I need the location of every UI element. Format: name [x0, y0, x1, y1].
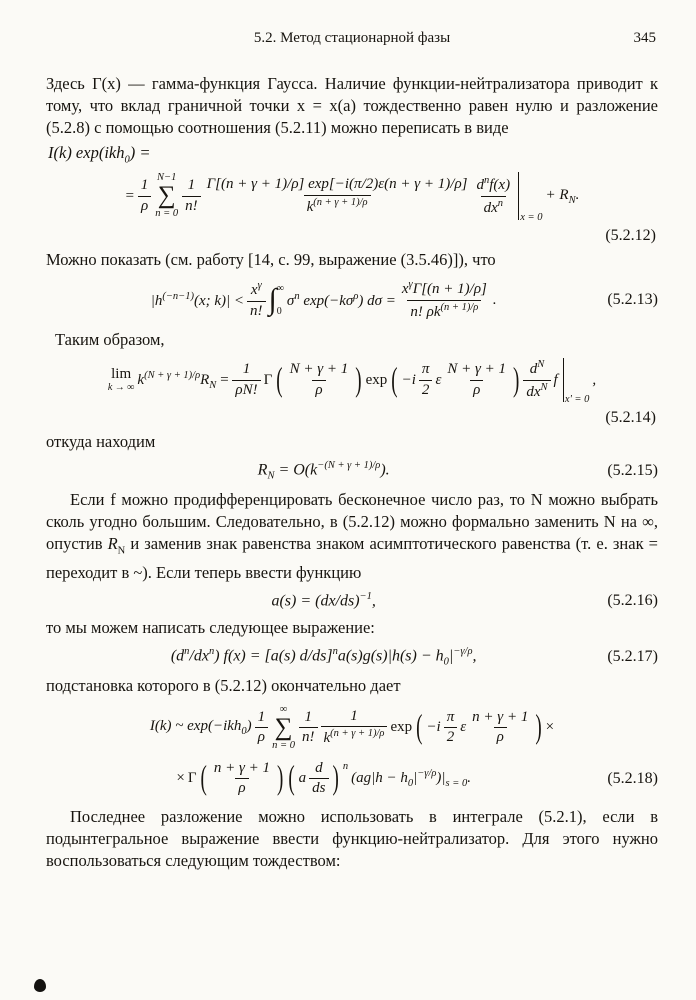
subscript: N: [117, 544, 126, 556]
eq16-body: [46, 591, 601, 610]
equation-5-2-14: [46, 358, 658, 427]
eq12-lead-line: [48, 143, 658, 165]
limit-operator: [108, 367, 135, 393]
denominator: 2: [419, 380, 433, 401]
math-text: n! ρk: [410, 303, 441, 320]
sum-upper-limit: ∞: [279, 703, 288, 715]
numerator: [527, 358, 548, 380]
eq15-body: [46, 460, 601, 482]
superscript: n: [342, 761, 349, 773]
math-text: exp(−kσ: [299, 292, 354, 309]
eq17-body: [46, 646, 601, 668]
sum-sign: ∑: [157, 182, 176, 210]
equation-number: (5.2.17): [607, 648, 658, 666]
paragraph: откуда находим: [46, 432, 156, 452]
denominator: ρ: [312, 380, 325, 401]
math-text: a(s)g(s)|h(s) − h: [337, 647, 444, 665]
superscript: γ: [408, 279, 413, 291]
fraction: [255, 708, 269, 748]
math-text: dx: [526, 383, 541, 400]
numerator: N + γ + 1: [447, 361, 507, 378]
denominator: 2: [444, 727, 458, 748]
right-paren: ): [355, 361, 362, 400]
math-text: ) =: [129, 143, 151, 162]
math-text: ε: [460, 719, 467, 736]
math-text: /dx: [189, 647, 209, 665]
math-text: a: [298, 770, 307, 787]
math-text: f: [553, 371, 558, 388]
evaluation-subscript: x = 0: [520, 212, 543, 224]
fraction: [287, 360, 352, 400]
math-text: + R: [545, 186, 569, 203]
fraction: [419, 360, 433, 400]
math-text: −i: [401, 371, 416, 388]
fraction: [232, 360, 260, 400]
math-text: ,: [371, 592, 376, 610]
equation-5-2-13: [46, 278, 658, 322]
equation-5-2-12: [46, 143, 658, 245]
equation-5-2-18: [46, 704, 658, 799]
superscript: n: [208, 646, 215, 658]
left-paren: (: [276, 361, 283, 400]
math-text: x: [250, 282, 258, 299]
denominator: n!: [299, 727, 318, 748]
math-var: R: [107, 533, 118, 553]
superscript: (n + 1)/ρ: [440, 301, 479, 313]
math-text: ,: [472, 647, 477, 665]
denominator: ρ: [138, 196, 151, 217]
eq13-body: [46, 278, 601, 322]
math-text: .: [467, 770, 471, 787]
left-paren: (: [416, 708, 423, 747]
equation-number: (5.2.15): [607, 461, 658, 479]
math-text: [271, 591, 375, 610]
math-text: d: [529, 361, 538, 378]
superscript: −γ/ρ: [417, 768, 437, 780]
superscript: (n + γ + 1)/ρ: [330, 728, 385, 740]
subscript: N: [209, 379, 217, 391]
evaluation-subscript: s = 0: [445, 778, 468, 790]
integral-limits: [277, 283, 284, 317]
paragraph: Можно показать (см. работу [14, с. 99, выражение (3.5.46)]), что: [46, 250, 496, 270]
math-text: = O(k: [274, 461, 318, 479]
lim-word: lim: [111, 366, 132, 383]
math-text: −i: [426, 719, 441, 736]
subscript: 0: [241, 726, 247, 738]
equation-number: (5.2.16): [607, 591, 658, 609]
numerator: 1: [140, 177, 149, 194]
left-paren: (: [391, 361, 398, 400]
denominator: n!: [182, 196, 201, 217]
evaluation-bar: [518, 172, 543, 224]
math-text: I(k) exp(ikh: [48, 143, 125, 162]
exp-word: exp: [365, 371, 388, 388]
gamma-function: Γ: [263, 371, 273, 388]
denominator: ρ: [255, 727, 268, 748]
subscript: 0: [124, 154, 130, 166]
superscript: (−n−1): [162, 290, 194, 302]
equation-number: (5.2.14): [605, 409, 656, 427]
times-sign: ×: [545, 719, 555, 736]
subscript: 0: [407, 778, 414, 790]
fraction: [182, 176, 201, 216]
math-text: k: [137, 371, 145, 388]
math-text: [351, 768, 471, 789]
math-text: ) f(x) = [a(s) d/ds]: [214, 647, 333, 665]
summation: [272, 704, 295, 752]
math-text: ε: [435, 371, 442, 388]
math-text: dx: [483, 199, 498, 216]
denominator: n!: [247, 301, 266, 322]
superscript: n: [332, 646, 338, 658]
left-paren: (: [200, 759, 207, 798]
denominator: ds: [309, 778, 328, 799]
equation-5-2-16: [46, 591, 658, 610]
evaluation-bar: [563, 358, 590, 406]
fraction: [211, 759, 273, 799]
numerator: [248, 279, 265, 301]
numerator: 1: [242, 361, 251, 378]
subscript: N: [267, 470, 275, 482]
equation-number: (5.2.12): [605, 227, 656, 245]
right-paren: ): [332, 759, 339, 798]
math-text: I(k) ~ exp(−ikh: [149, 718, 242, 735]
equation-5-2-17: [46, 646, 658, 668]
right-paren: ): [277, 759, 284, 798]
eq12-body: [46, 172, 658, 224]
math-text: [150, 718, 252, 737]
numerator: π: [446, 708, 455, 725]
math-text: .: [492, 291, 497, 308]
math-text: [546, 187, 580, 206]
fraction: [399, 278, 490, 322]
paragraph: то мы можем написать следующее выражение:: [46, 618, 375, 638]
fraction: [321, 707, 388, 749]
denominator: ρ: [235, 778, 248, 799]
right-paren: ): [513, 361, 520, 400]
math-text: ) dσ =: [358, 292, 396, 309]
sum-sign: ∑: [274, 713, 293, 741]
denominator: ρ: [494, 727, 507, 748]
numerator: [474, 174, 514, 196]
paragraph: Таким образом,: [55, 330, 165, 350]
numerator: 1: [187, 177, 196, 194]
evaluation-subscript: x' = 0: [564, 394, 590, 406]
math-text: [151, 291, 244, 310]
summation: [155, 172, 178, 220]
math-text: k: [323, 730, 331, 747]
math-text: (ag|h − h: [351, 770, 408, 787]
math-text: |: [413, 770, 418, 787]
denominator: [304, 195, 371, 218]
math-text: d: [476, 177, 484, 194]
section-header: 5.2. Метод стационарной фазы: [253, 30, 451, 46]
math-text: x: [401, 281, 409, 298]
numerator: n + γ + 1: [213, 759, 271, 776]
math-text: R: [257, 461, 268, 479]
equals-sign: =: [219, 371, 230, 388]
integral-sign: ∫: [268, 283, 277, 317]
denominator: [321, 726, 388, 749]
math-text: [258, 460, 390, 482]
vertical-bar: [563, 358, 564, 402]
numerator: n + γ + 1: [472, 708, 529, 725]
equation-5-2-15: [46, 460, 658, 482]
left-paren: (: [288, 759, 295, 798]
subscript: 0: [443, 656, 449, 668]
numerator: Γ[(n + γ + 1)/ρ] exp[−i(π/2)ε(n + γ + 1)/ρ]: [206, 176, 468, 193]
superscript: ρ: [353, 290, 359, 302]
scan-artifact: [34, 979, 46, 992]
page-number: 345: [633, 30, 656, 46]
math-text: [287, 291, 396, 310]
math-text: ): [246, 718, 252, 735]
fraction: [247, 279, 266, 321]
sum-lower-limit: n = 0: [155, 208, 179, 220]
eq18-line2: [46, 759, 601, 799]
math-text: )|: [436, 770, 446, 787]
math-text: σ: [286, 292, 295, 309]
paragraph-text: Если f можно продифференцировать бесконечное число раз, то N можно выбрать сколь угодно большим. Следовательно, в (5.2.12) можно формально заменить N на ∞, опустив: [46, 489, 658, 553]
equals-sign: =: [124, 187, 135, 204]
numerator: 1: [304, 708, 312, 725]
superscript: γ: [257, 280, 262, 292]
superscript: N: [540, 381, 548, 393]
math-text: k: [306, 198, 314, 215]
superscript: n: [294, 290, 300, 302]
integral-lower-limit: 0: [276, 306, 282, 318]
superscript: (N + γ + 1)/ρ: [144, 369, 201, 381]
math-text: [171, 646, 477, 668]
math-text: ,: [592, 371, 597, 388]
fraction: [309, 759, 328, 799]
fraction: [474, 174, 514, 218]
sum-upper-limit: N−1: [157, 172, 177, 184]
subscript: N: [568, 194, 576, 206]
numerator: 1: [257, 708, 266, 725]
denominator: [481, 196, 506, 219]
math-text: (x; k)| <: [194, 292, 245, 309]
math-text: |: [448, 647, 454, 665]
integral-upper-limit: ∞: [276, 283, 284, 295]
math-text: f(x): [489, 177, 511, 194]
math-text: .: [575, 186, 580, 203]
denominator: ρN!: [232, 380, 260, 401]
equation-number: (5.2.18): [607, 769, 658, 787]
math-text: [137, 370, 216, 391]
fraction: [444, 360, 509, 400]
paragraph-text: и заменив знак равенства знаком асимптотического равенства (т. е. знак = переходит в ~). Если теперь ввести функцию: [46, 533, 658, 582]
paragraph: подстановка которого в (5.2.12) окончательно дает: [46, 675, 401, 695]
times-sign: ×: [176, 770, 185, 787]
gamma-function: Γ: [187, 770, 197, 787]
fraction: [469, 708, 531, 748]
superscript: n: [484, 175, 490, 187]
numerator: π: [421, 361, 430, 378]
numerator: N + γ + 1: [289, 361, 349, 378]
fraction: [204, 175, 471, 217]
fraction: [523, 358, 550, 402]
numerator: d: [315, 759, 323, 776]
fraction: [299, 708, 318, 748]
numerator: [399, 278, 490, 300]
denominator: [407, 300, 481, 323]
superscript: −γ/ρ: [453, 646, 473, 658]
numerator: 1: [350, 707, 358, 724]
math-text: |h: [150, 292, 163, 309]
paragraph-final: Последнее разложение можно использовать в интеграле (5.2.1), если в подынтегральное выражение ввести функцию-нейтрализатор. Для этого нужно воспользоваться следующим тождеством:: [46, 806, 658, 870]
math-text: R: [200, 371, 210, 388]
superscript: n: [497, 197, 503, 209]
superscript: (n + γ + 1)/ρ: [313, 196, 368, 208]
right-paren: ): [535, 708, 542, 747]
sum-lower-limit: n = 0: [272, 739, 295, 751]
fraction: [138, 176, 152, 216]
math-text: ).: [380, 461, 390, 479]
exp-word: exp: [390, 719, 413, 736]
math-text: (d: [170, 647, 185, 665]
denominator: ρ: [470, 380, 483, 401]
fraction: [444, 708, 458, 748]
superscript: −(N + γ + 1)/ρ: [317, 460, 381, 472]
superscript: n: [184, 646, 190, 658]
paragraph-intro: Здесь Γ(x) — гамма-функция Гаусса. Наличие функции-нейтрализатора приводит к тому, что вклад граничной точки x = x(a) тождественно равен нулю и разложение (5.2.8) с помощью соотношения (5.2.11) можно переписать в виде: [46, 74, 658, 137]
paragraph: [46, 489, 658, 584]
eq14-body: [46, 358, 658, 406]
superscript: −1: [359, 590, 372, 602]
math-text: a(s) = (dx/ds): [271, 592, 360, 610]
denominator: [523, 380, 550, 403]
superscript: N: [537, 359, 545, 371]
math-text: Γ[(n + 1)/ρ]: [412, 281, 487, 298]
integral: [269, 283, 284, 317]
equation-number: (5.2.13): [607, 291, 658, 309]
eq18-line1: [46, 704, 658, 752]
lim-subscript: k → ∞: [107, 381, 135, 393]
page-header: [46, 30, 658, 47]
